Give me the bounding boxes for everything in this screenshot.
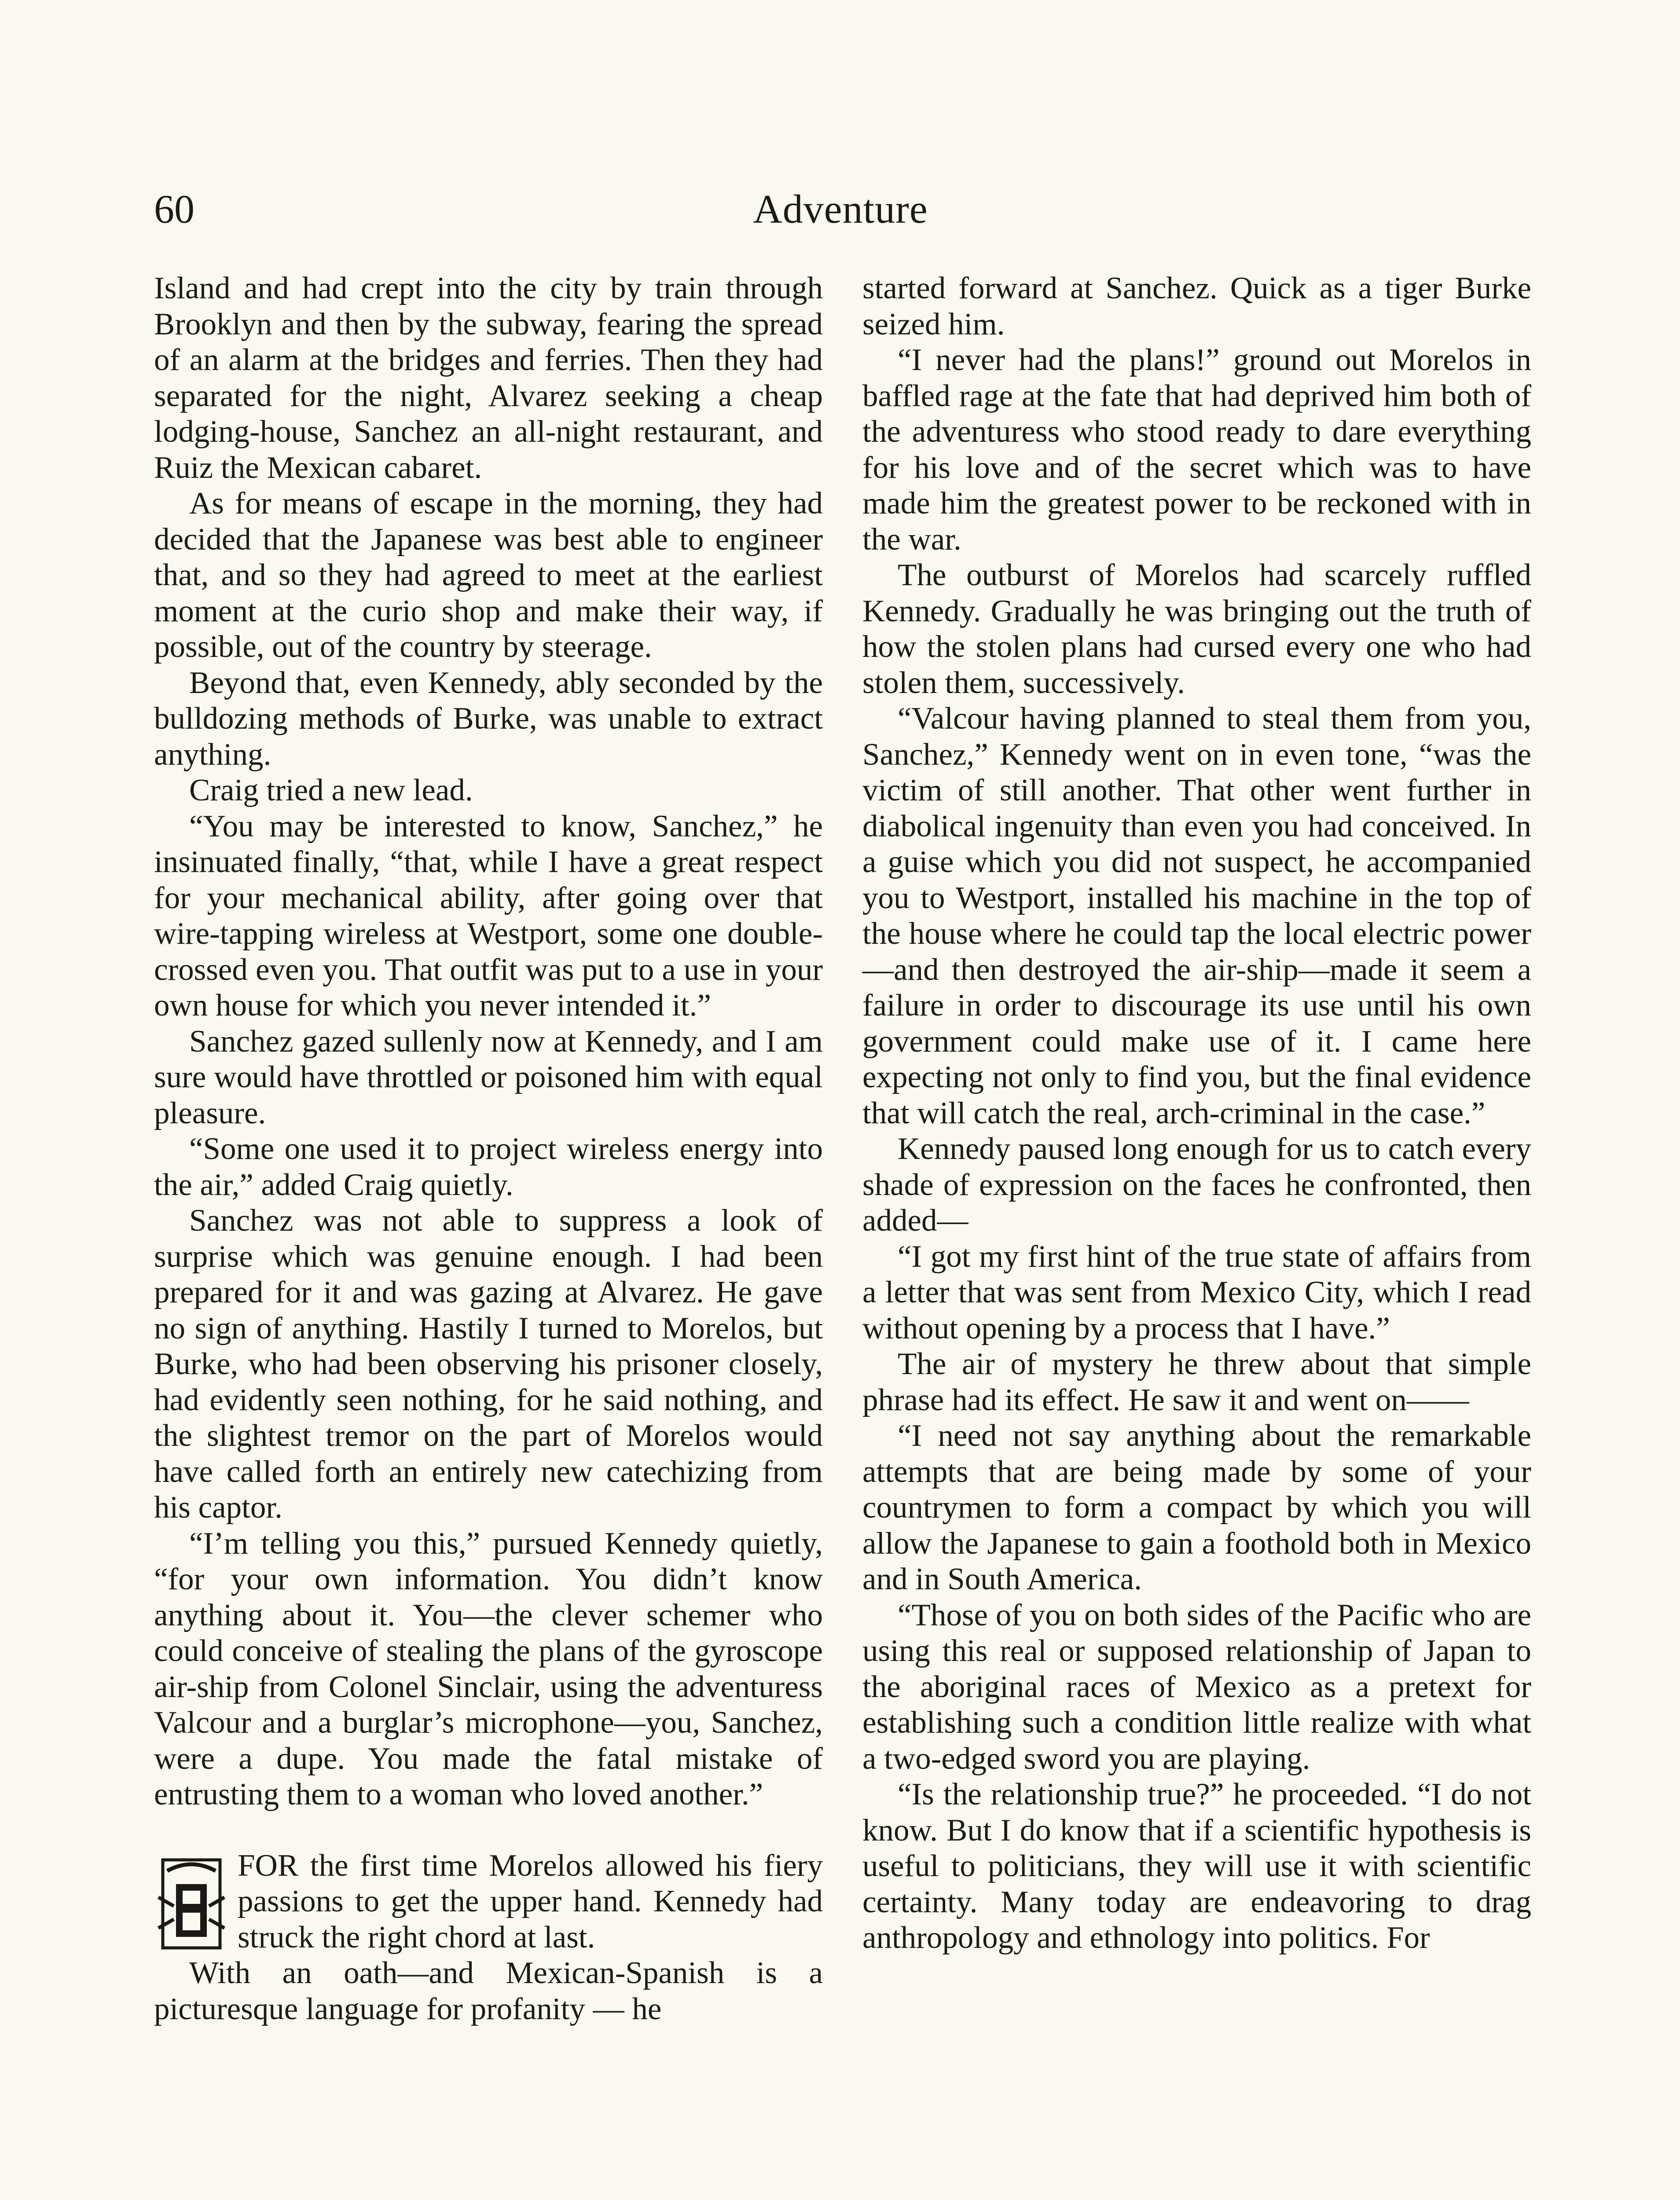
paragraph: The outburst of Morelos had scarcely ruffled Kennedy. Gradually he was bringing out the truth of how the stolen plans had cursed every one who had stolen them, successively. [862, 558, 1531, 700]
paragraph: “I’m telling you this,” pursued Kennedy quietly, “for your own information. You didn’t know anything about it. You—the clever schemer who could conceive of stealing the plans of the gyroscope air-ship from Colonel Sinclair, using the adventuress Valcour and a burglar’s microphone—you, Sanchez, were a dupe. You made the fatal mistake of entrusting them to a woman who loved another.” [154, 1526, 823, 1811]
paragraph: “Is the relationship true?” he proceeded. “I do not know. But I do know that if a scientific hypothesis is useful to politicians, they will use it with scientific certainty. Many today are endeavoring to drag anthropology and ethnology into politics. For [862, 1777, 1531, 1955]
paragraph: With an oath—and Mexican-Spanish is a picturesque language for profanity — he [154, 1956, 823, 2026]
paragraph: started forward at Sanchez. Quick as a tiger Burke seized him. [862, 271, 1531, 341]
page-title: Adventure [753, 187, 928, 231]
left-column [154, 271, 823, 2027]
paragraph: Sanchez was not able to suppress a look of surprise which was genuine enough. I had been prepared for it and was gazing at Alvarez. He gave no sign of anything. Hastily I turned to Morelos, but Burke, who had been observing his prisoner closely, had evidently seen nothing, for he said nothing, and the slightest tremor on the part of Morelos would have called forth an entirely new catechizing from his captor. [154, 1203, 823, 1525]
paragraph: “I got my first hint of the true state of affairs from a letter that was sent from Mexico City, which I read without opening by a process that I have.” [862, 1239, 1531, 1346]
paragraph: “Some one used it to project wireless energy into the air,” added Craig quietly. [154, 1132, 823, 1202]
paragraph: The air of mystery he threw about that simple phrase had its effect. He saw it and went on—— [862, 1347, 1531, 1417]
paragraph: “Those of you on both sides of the Pacific who are using this real or supposed relationship of Japan to the aboriginal races of Mexico as a pretext for establishing such a condition little realize with what a two-edged sword you are playing. [862, 1598, 1531, 1776]
paragraph: Island and had crept into the city by train through Brooklyn and then by the subway, fearing the spread of an alarm at the bridges and ferries. Then they had separated for the night, Alvarez seeking a cheap lodging-house, Sanchez an all-night restaurant, and Ruiz the Mexican cabaret. [154, 271, 823, 485]
page-number: 60 [154, 187, 194, 231]
paragraph: Craig tried a new lead. [189, 773, 473, 807]
paragraph: Beyond that, even Kennedy, ably seconded by the bulldozing methods of Burke, was unable to extract anything. [154, 665, 823, 772]
section-break [154, 1813, 823, 1848]
paragraph: “Valcour having planned to steal them from you, Sanchez,” Kennedy went on in even tone, “was the victim of still another. That other went further in diabolical ingenuity than even you had conceived. In a guise which you did not suspect, he accompanied you to Westport, installed his machine in the top of the house where he could tap the local electric power—and then destroyed the air-ship—made it seem a failure in order to discourage its use until his own government could make use of it. I came here expecting not only to find you, but the final evidence that will catch the real, arch-criminal in the case.” [862, 701, 1531, 1130]
section-opening-paragraph [154, 1848, 823, 1956]
paragraph: “I need not say anything about the remarkable attempts that are being made by some of your countrymen to form a compact by which you will allow the Japanese to gain a foothold both in Mexico and in South America. [862, 1419, 1531, 1596]
section-paragraph-text: FOR the first time Morelos allowed his fiery passions to get the upper hand. Kennedy had struck the right chord at last. [238, 1848, 823, 1954]
page-header [154, 176, 1527, 242]
decorative-initial-icon [154, 1853, 229, 1954]
paragraph: As for means of escape in the morning, they had decided that the Japanese was best able to engineer that, and so they had agreed to meet at the earliest moment at the curio shop and make their way, if possible, out of the country by steerage. [154, 486, 823, 664]
paragraph: “I never had the plans!” ground out Morelos in baffled rage at the fate that had deprived him both of the adventuress who stood ready to dare everything for his love and of the secret which was to have made him the greatest power to be reckoned with in the war. [862, 343, 1531, 557]
paragraph: Sanchez gazed sullenly now at Kennedy, and I am sure would have throttled or poisoned him with equal pleasure. [154, 1024, 823, 1130]
paragraph: Kennedy paused long enough for us to catch every shade of expression on the faces he confronted, then added— [862, 1132, 1531, 1238]
paragraph: “You may be interested to know, Sanchez,” he insinuated finally, “that, while I have a great respect for your mechanical ability, after going over that wire-tapping wireless at Westport, some one double-crossed even you. That outfit was put to a use in your own house for which you never intended it.” [154, 809, 823, 1023]
right-column [862, 271, 1531, 1956]
